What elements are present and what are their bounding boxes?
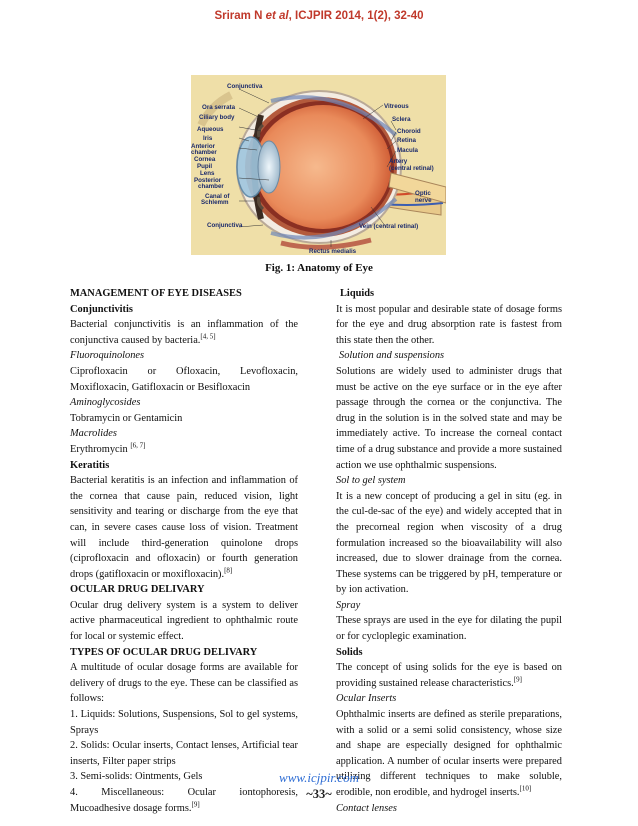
para-solids: The concept of using solids for the eye is based on providing sustained release characteristics.[9]: [336, 662, 562, 689]
label-anterior: Anterior: [191, 143, 216, 150]
para-keratitis: Bacterial keratitis is an infection and inflammation of the cornea that cause pain, reduced vision, light sensitivity and tearing or discharge from the eye that can, in severe cases cause loss of vision. Treatment will include third-generation quinolone drops (ciprofloxacin and ofloxacin) or fourth generation drops (gatifloxacin or moxifloxacin).[8]: [70, 475, 298, 580]
label-ciliary-body: Ciliary body: [199, 114, 235, 121]
running-header: Sriram N et al, ICJPIR 2014, 1(2), 32-40: [214, 10, 424, 22]
left-column: [70, 286, 298, 816]
heading-solution-suspensions: Solution and suspensions: [339, 350, 445, 362]
heading-ocular-inserts: Ocular Inserts: [336, 693, 397, 705]
para-liquids: It is most popular and desirable state of dosage forms for the eye and drug absorption rate is fastest from this state then the other.: [336, 303, 562, 346]
list-item-miscellaneous: 4. Miscellaneous: Ocular iontophoresis, Mucoadhesive dosage forms.[9]: [70, 787, 298, 814]
figure-caption: Fig. 1: Anatomy of Eye: [265, 262, 373, 274]
heading-aminoglycosides: Aminoglycosides: [70, 397, 141, 409]
heading-conjunctivitis: Conjunctivitis: [70, 303, 133, 315]
label-vein: Vein (central retinal): [359, 223, 419, 230]
right-column: [336, 286, 562, 816]
label-canal-of: Canal of: [205, 193, 230, 200]
label-ora-serrata: Ora serrata: [202, 104, 236, 111]
label-posterior-chamber: chamber: [198, 183, 224, 190]
heading-management: MANAGEMENT OF EYE DISEASES: [70, 288, 242, 299]
label-optic: Optic: [415, 190, 431, 197]
list-item-liquids: 1. Liquids: Solutions, Suspensions, Sol to gel systems, Sprays: [70, 709, 298, 736]
label-conjunctiva-bottom: Conjunctiva: [207, 222, 243, 229]
para-fluoroquinolones: Ciprofloxacin or Ofloxacin, Levofloxacin, Moxifloxacin, Gatifloxacin or Besifloxacin: [70, 365, 298, 393]
para-sol-to-gel: It is a new concept of producing a gel in situ (eg. in the cul-de-sac of the eye) and widely accepted that in the precorneal region when viscosity of a drug formulation increased so the bioavailability will also increased, due to slower drainage from the cornea. These systems can be triggered by pH, temperature or by ion activation.: [336, 490, 562, 596]
label-conjunctiva-top: Conjunctiva: [227, 83, 263, 90]
label-iris: Iris: [203, 135, 213, 142]
footer-url[interactable]: www.icjpir.com: [279, 770, 359, 785]
heading-keratitis: Keratitis: [70, 459, 110, 471]
para-conjunctivitis: Bacterial conjunctivitis is an inflammation of the conjunctiva caused by bacteria.[4, 5]: [70, 319, 298, 346]
para-spray: These sprays are used in the eye for dilating the pupil or for cycloplegic examination.: [336, 615, 562, 643]
eye-anatomy-illustration: [191, 75, 446, 255]
label-posterior: Posterior: [194, 177, 222, 184]
heading-macrolides: Macrolides: [70, 428, 117, 440]
para-ocular-inserts: Ophthalmic inserts are defined as sterile preparations, with a solid or a semi solid consistency, whose size and shape are especially designed for ophthalmic application. A number of ocular inserts were prepared utilizing different techniques to make soluble, erodible, non erodible, and hydrogel inserts.[10]: [336, 709, 562, 798]
heading-liquids: Liquids: [340, 288, 375, 299]
heading-sol-to-gel: Sol to gel system: [336, 475, 406, 487]
para-types-intro: A multitude of ocular dosage forms are available for delivery of drugs to the eye. These can be classified as follows:: [70, 662, 298, 705]
list-item-solids: 2. Solids: Ocular inserts, Contact lenses, Artificial tear inserts, Filter paper strips: [70, 740, 298, 767]
label-macula: Macula: [397, 147, 418, 154]
label-central-retinal: (central retinal): [389, 165, 434, 172]
label-aqueous: Aqueous: [197, 126, 224, 133]
label-artery: Artery: [389, 158, 408, 165]
heading-types-ocular-drug-delivary: TYPES OF OCULAR DRUG DELIVARY: [70, 646, 258, 658]
heading-solids: Solids: [336, 646, 363, 658]
heading-contact-lenses: Contact lenses: [336, 802, 397, 814]
label-retina: Retina: [397, 137, 416, 144]
page-number: ~33~: [306, 787, 332, 801]
heading-fluoroquinolones: Fluoroquinolones: [70, 350, 145, 362]
eye-anatomy-figure: [191, 75, 446, 255]
label-rectus-medialis: Rectus medialis: [309, 248, 357, 255]
label-cornea: Cornea: [194, 156, 216, 163]
label-lens: Lens: [200, 170, 215, 177]
para-ocular-drug-delivary: Ocular drug delivery system is a system to deliver active pharmaceutical ingredient to ophthalmic route for local or systemic effect.: [70, 599, 298, 643]
para-solution-suspensions: Solutions are widely used to administer drugs that must be active on the eye surface or in the eye after passage through the cornea or the conjunctiva. The drug in the solution is in the solved state and may be immediately active. To increase the corneal contact time of a drug substance and provide a more sustained action we use ophthalmic suspensions.: [336, 365, 562, 471]
heading-spray: Spray: [336, 599, 361, 611]
list-item-semisolids: 3. Semi-solids: Ointments, Gels: [70, 771, 203, 783]
label-sclera: Sclera: [392, 116, 411, 123]
para-aminoglycosides: Tobramycin or Gentamicin: [70, 412, 183, 424]
label-vitreous: Vitreous: [384, 103, 409, 110]
heading-ocular-drug-delivary: OCULAR DRUG DELIVARY: [70, 584, 205, 596]
para-macrolides: Erythromycin [6, 7]: [70, 441, 146, 455]
label-schlemm: Schlemm: [201, 199, 229, 206]
label-anterior-chamber: chamber: [191, 149, 217, 156]
label-optic-nerve: nerve: [415, 197, 432, 204]
label-pupil: Pupil: [197, 163, 213, 170]
label-choroid: Choroid: [397, 128, 421, 135]
